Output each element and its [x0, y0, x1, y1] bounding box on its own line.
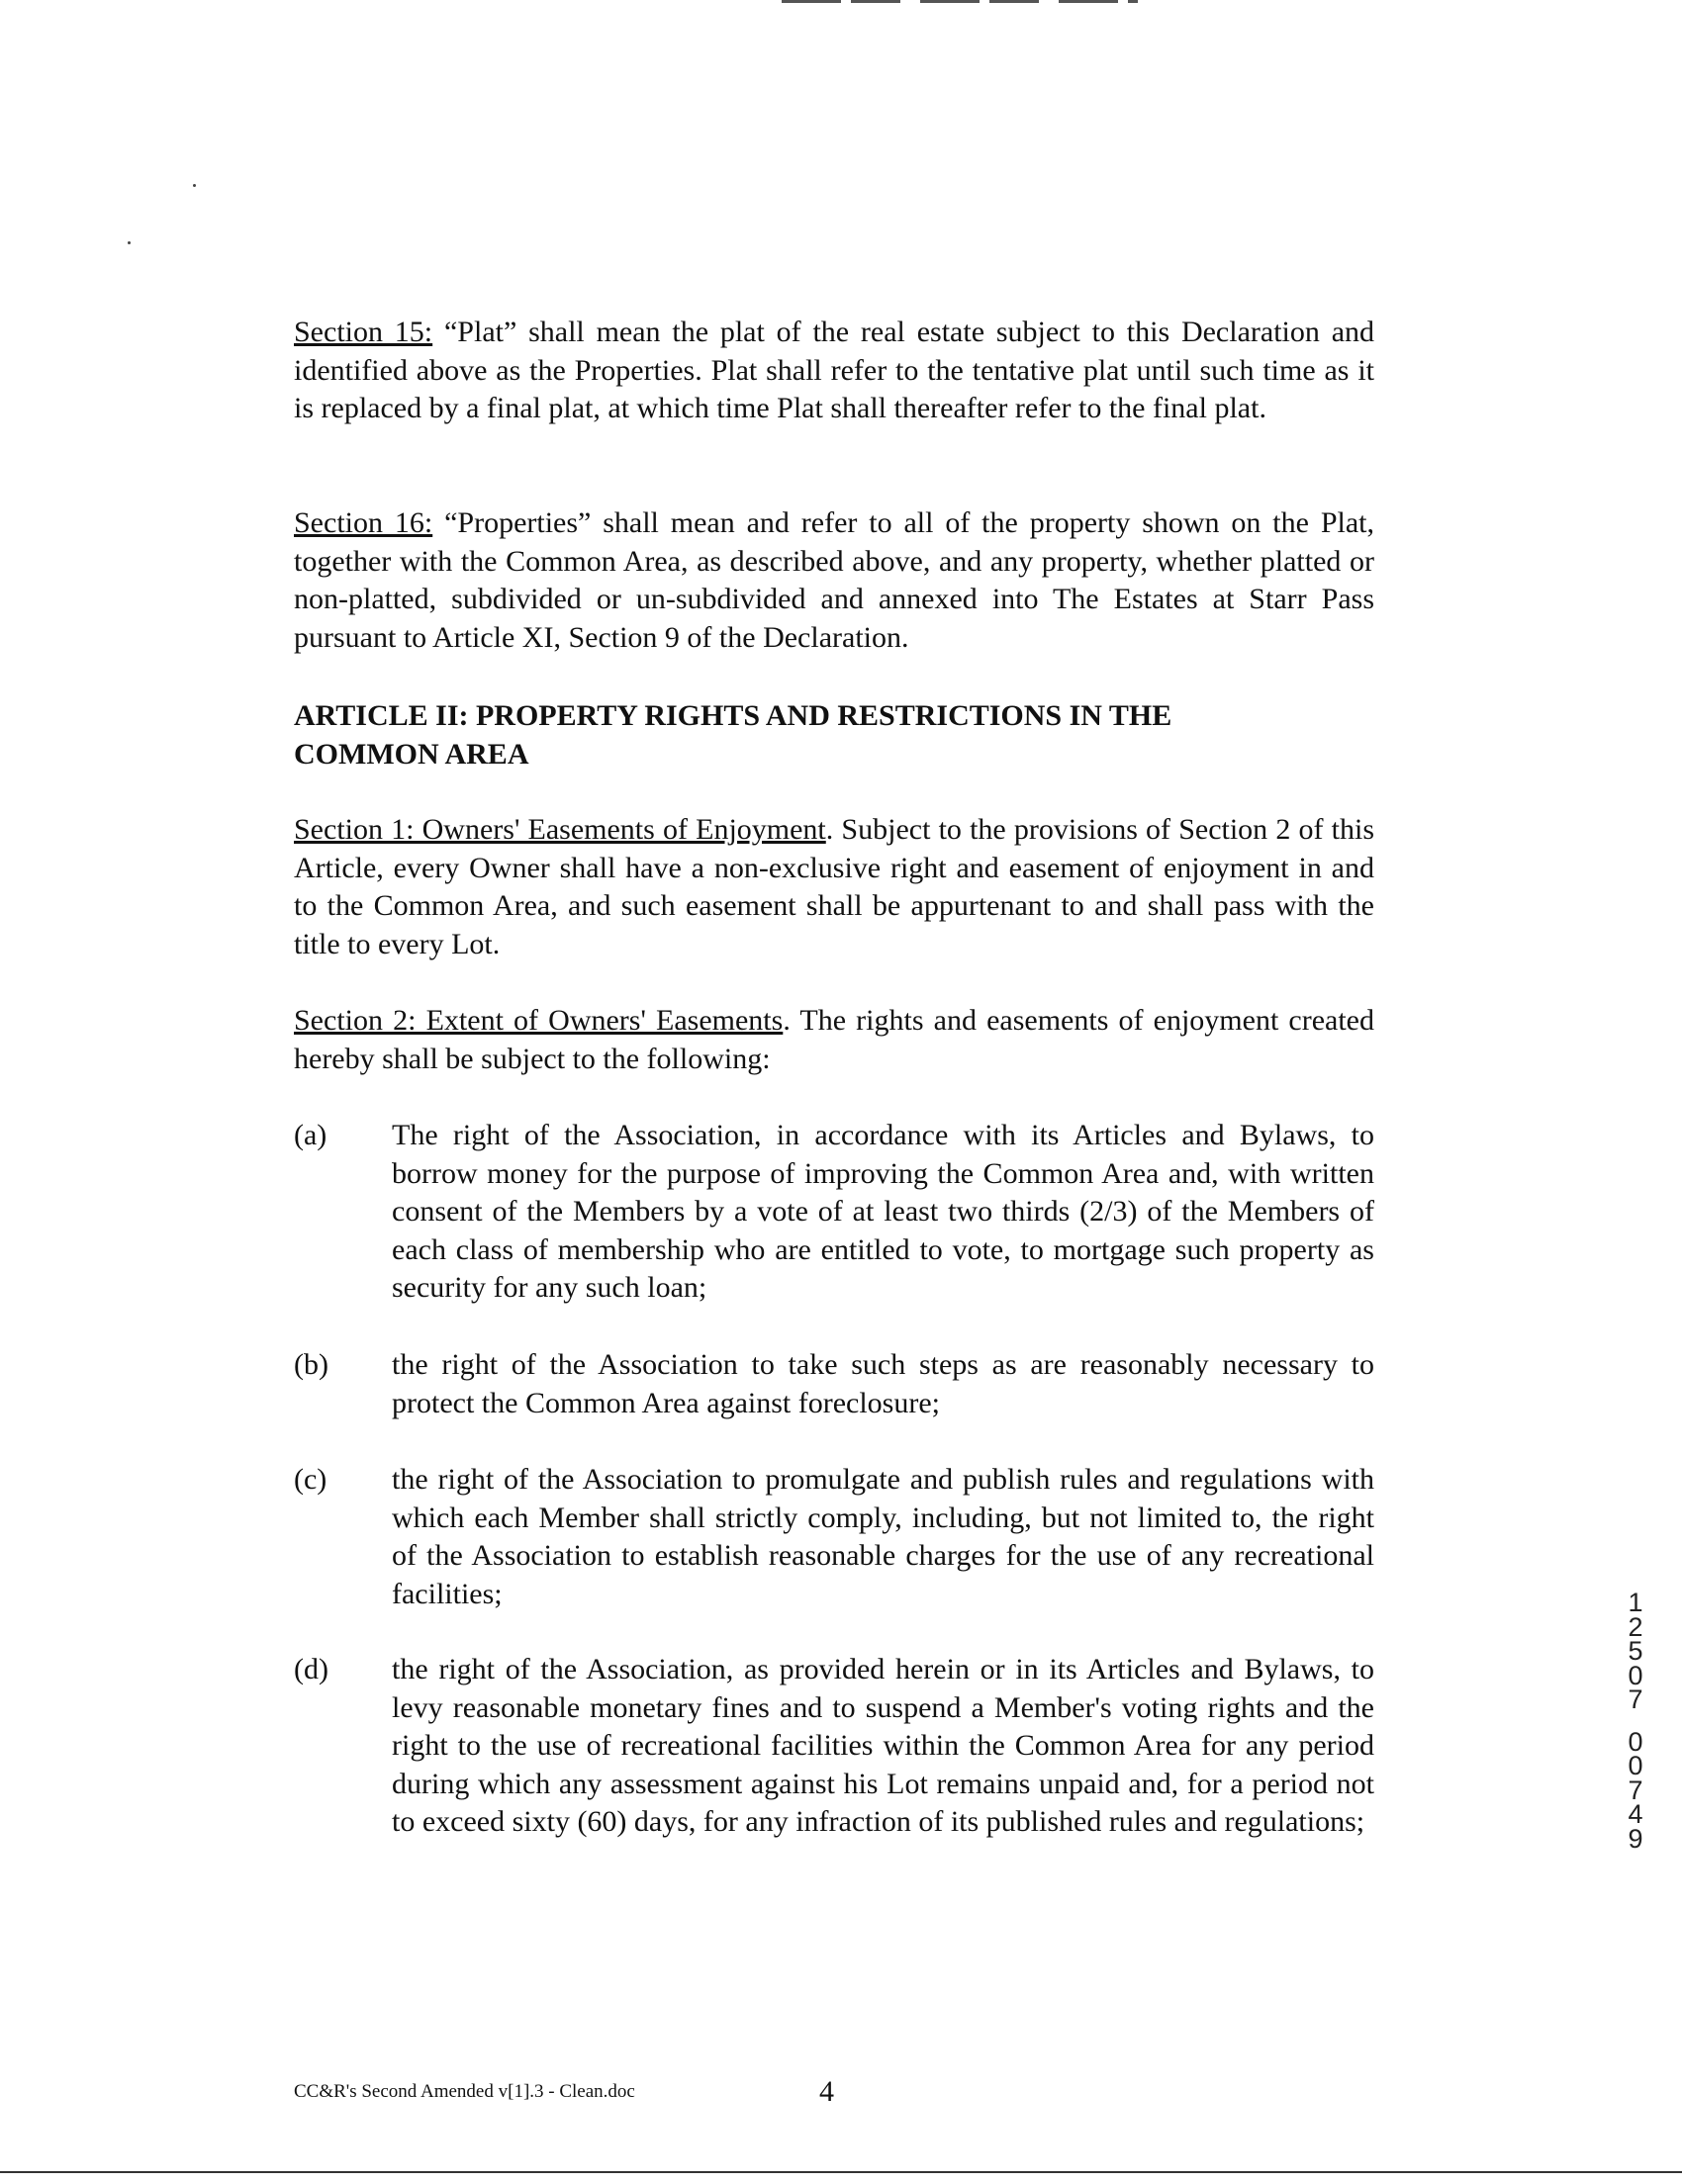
- list-marker: (c): [294, 1463, 327, 1496]
- article-section-2-paragraph: [294, 1002, 1374, 1078]
- section-16-label: Section 16:: [294, 506, 433, 539]
- footer-filename: CC&R's Second Amended v[1].3 - Clean.doc: [294, 2081, 635, 2102]
- scan-artifact-top: [782, 0, 1138, 3]
- list-marker: (d): [294, 1653, 328, 1685]
- stamp-page: 00749: [1628, 1726, 1643, 1854]
- article-heading-line-1: ARTICLE II: PROPERTY RIGHTS AND RESTRICTIONS IN THE: [294, 699, 1172, 732]
- list-text: the right of the Association to take such steps as are reasonably necessary to protect the Common Area against foreclosure;: [392, 1348, 1374, 1419]
- page-number: 4: [819, 2075, 834, 2108]
- article-section-1-text: . Subject to the provisions of Section 2 of this Article, every Owner shall have a non-exclusive right and easement of enjoyment in and to the Common Area, and such easement shall be appurtenant to and shall pass with the title to every Lot.: [294, 813, 1374, 960]
- recording-stamp: [1623, 1588, 1648, 1854]
- section-15-text: “Plat” shall mean the plat of the real estate subject to this Declaration and identified above as the Properties. Plat shall refer to the tentative plat until such time as it is replaced by a final plat, at which time Plat shall thereafter refer to the final plat.: [294, 316, 1375, 424]
- section-16-paragraph: [294, 504, 1374, 657]
- article-section-2-label: Section 2: Extent of Owners' Easements: [294, 1004, 784, 1037]
- article-section-2-text: . The rights and easements of enjoyment created hereby shall be subject to the following:: [294, 1004, 1374, 1075]
- section-15-label: Section 15:: [294, 316, 433, 348]
- section-16-text: “Properties” shall mean and refer to all of the property shown on the Plat, together with the Common Area, as described above, and any property, whether platted or non-platted, subdivided or un-subdivided and annexed into The Estates at Starr Pass pursuant to Article XI, Section 9 of the Declaration.: [294, 506, 1374, 654]
- list-marker: (a): [294, 1119, 327, 1151]
- scan-artifact-bottom: [0, 2171, 1682, 2173]
- list-marker: (b): [294, 1348, 328, 1381]
- section-15-paragraph: [294, 314, 1374, 428]
- scan-speck: [193, 184, 196, 187]
- list-text: the right of the Association to promulgate and publish rules and regulations with which each Member shall strictly comply, including, but not limited to, the right of the Association to establish reasonable charges for the use of any recreational facilities;: [392, 1463, 1374, 1610]
- list-text: the right of the Association, as provided herein or in its Articles and Bylaws, to levy reasonable monetary fines and to suspend a Member's voting rights and the right to the use of recreational facilities within the Common Area for any period during which any assessment against his Lot remains unpaid and, for a period not to exceed sixty (60) days, for any infraction of its published rules and regulations;: [392, 1653, 1374, 1838]
- article-ii-heading: [294, 697, 1374, 774]
- scan-speck: [128, 241, 131, 244]
- article-heading-line-2: COMMON AREA: [294, 737, 529, 771]
- stamp-docket: 12507: [1628, 1588, 1643, 1714]
- article-section-1-paragraph: [294, 811, 1374, 963]
- list-text: The right of the Association, in accordance with its Articles and Bylaws, to borrow money for the purpose of improving the Common Area and, with written consent of the Members by a vote of at least two thirds (2/3) of the Members of each class of membership who are entitled to vote, to mortgage such property as security for any such loan;: [392, 1119, 1374, 1304]
- article-section-1-label: Section 1: Owners' Easements of Enjoyment: [294, 813, 826, 846]
